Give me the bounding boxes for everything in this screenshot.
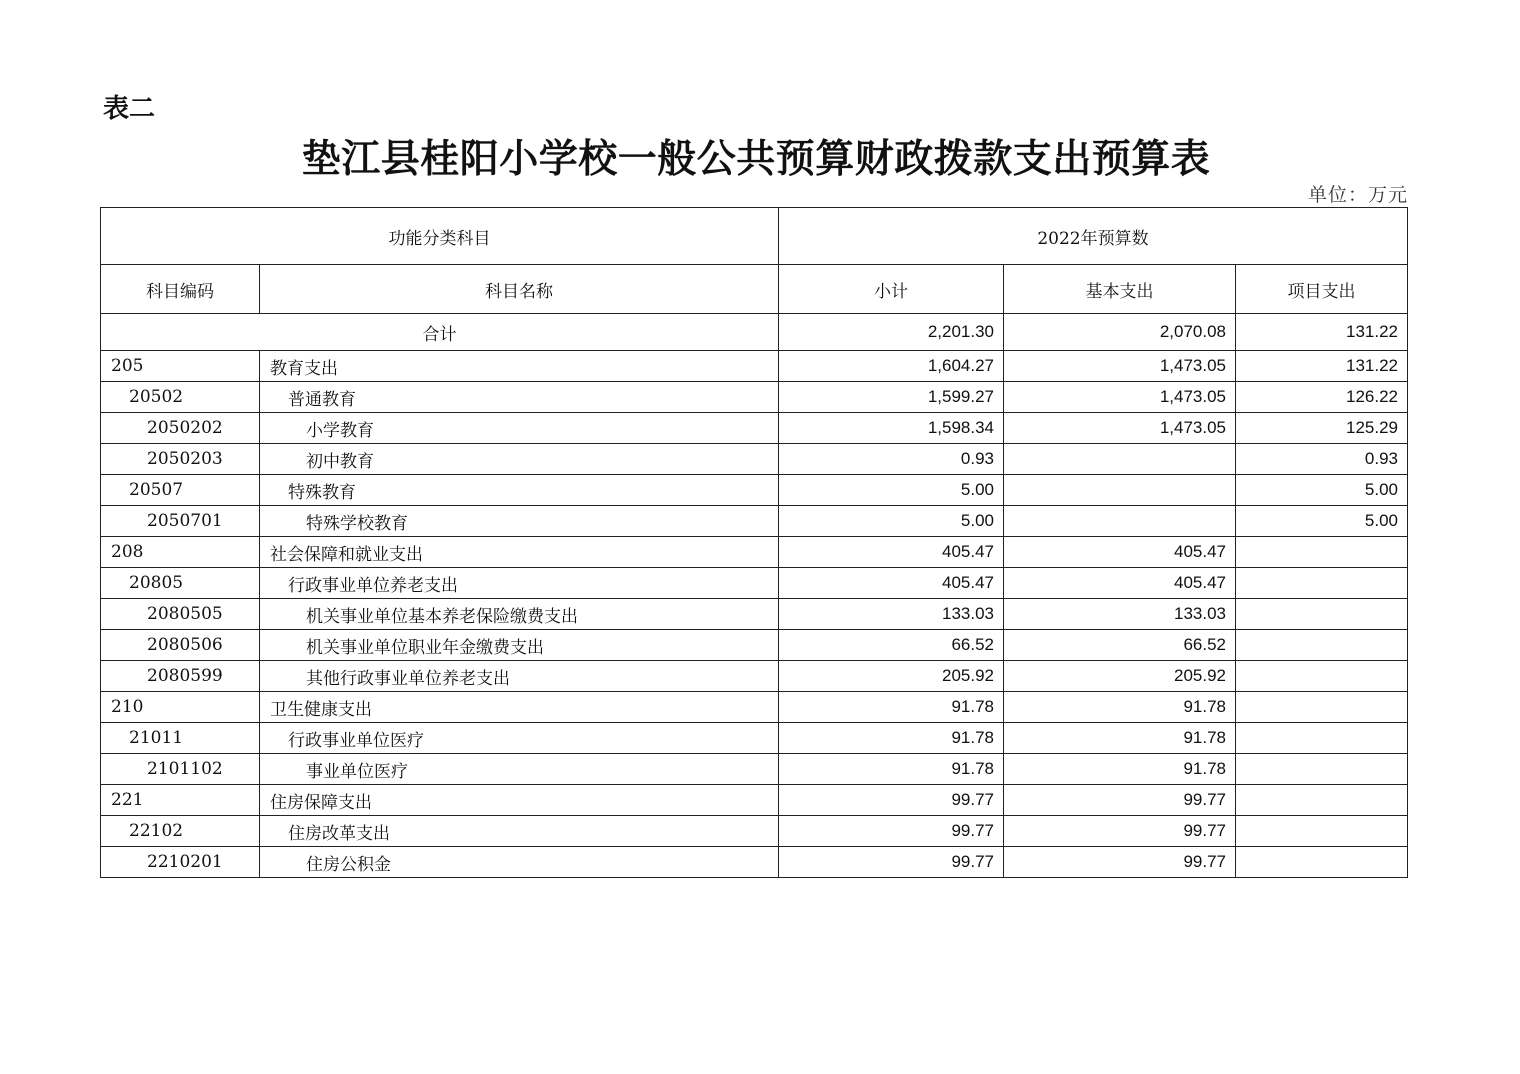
cell-code: 21011: [101, 723, 260, 754]
total-label: 合计: [101, 314, 779, 351]
unit-note: 单位：万元: [1307, 184, 1408, 206]
cell-project: [1236, 692, 1408, 723]
cell-subtotal: 91.78: [779, 723, 1004, 754]
cell-project: [1236, 661, 1408, 692]
table-row: [101, 754, 1408, 785]
cell-basic: [1004, 475, 1236, 506]
cell-basic: 205.92: [1004, 661, 1236, 692]
total-subtotal: 2,201.30: [779, 314, 1004, 351]
table-row: [101, 413, 1408, 444]
table-row: [101, 847, 1408, 878]
cell-subtotal: 66.52: [779, 630, 1004, 661]
cell-basic: 91.78: [1004, 754, 1236, 785]
cell-subtotal: 99.77: [779, 785, 1004, 816]
cell-basic: 99.77: [1004, 847, 1236, 878]
cell-subtotal: 405.47: [779, 568, 1004, 599]
cell-subtotal: 91.78: [779, 754, 1004, 785]
cell-code: 221: [101, 785, 260, 816]
col-header-project: 项目支出: [1236, 265, 1408, 314]
table-row: [101, 382, 1408, 413]
cell-name: 事业单位医疗: [260, 754, 779, 785]
cell-name: 行政事业单位医疗: [260, 723, 779, 754]
cell-code: 20805: [101, 568, 260, 599]
table-row: [101, 537, 1408, 568]
cell-code: 2050701: [101, 506, 260, 537]
cell-subtotal: 133.03: [779, 599, 1004, 630]
cell-project: 0.93: [1236, 444, 1408, 475]
group-header-row: [101, 208, 1408, 265]
cell-project: 126.22: [1236, 382, 1408, 413]
cell-project: [1236, 630, 1408, 661]
cell-name: 小学教育: [260, 413, 779, 444]
table-row: [101, 568, 1408, 599]
cell-basic: [1004, 506, 1236, 537]
cell-basic: 99.77: [1004, 816, 1236, 847]
table-row: [101, 599, 1408, 630]
table-label: 表二: [103, 94, 156, 124]
cell-subtotal: 205.92: [779, 661, 1004, 692]
cell-name: 住房保障支出: [260, 785, 779, 816]
total-project: 131.22: [1236, 314, 1408, 351]
col-header-basic: 基本支出: [1004, 265, 1236, 314]
cell-name: 机关事业单位职业年金缴费支出: [260, 630, 779, 661]
column-header-row: [101, 265, 1408, 314]
cell-name: 普通教育: [260, 382, 779, 413]
cell-code: 210: [101, 692, 260, 723]
cell-basic: 405.47: [1004, 537, 1236, 568]
cell-name: 行政事业单位养老支出: [260, 568, 779, 599]
cell-name: 特殊学校教育: [260, 506, 779, 537]
cell-name: 机关事业单位基本养老保险缴费支出: [260, 599, 779, 630]
cell-code: 2080506: [101, 630, 260, 661]
cell-basic: 1,473.05: [1004, 413, 1236, 444]
cell-project: [1236, 723, 1408, 754]
cell-project: [1236, 568, 1408, 599]
cell-code: 208: [101, 537, 260, 568]
cell-code: 20502: [101, 382, 260, 413]
cell-project: [1236, 537, 1408, 568]
cell-subtotal: 99.77: [779, 847, 1004, 878]
cell-code: 22102: [101, 816, 260, 847]
cell-subtotal: 1,598.34: [779, 413, 1004, 444]
function-category-header: 功能分类科目: [101, 208, 779, 265]
cell-code: 20507: [101, 475, 260, 506]
cell-project: [1236, 816, 1408, 847]
cell-basic: 133.03: [1004, 599, 1236, 630]
page-title: 垫江县桂阳小学校一般公共预算财政拨款支出预算表: [301, 136, 1211, 182]
cell-name: 特殊教育: [260, 475, 779, 506]
cell-project: [1236, 599, 1408, 630]
cell-name: 其他行政事业单位养老支出: [260, 661, 779, 692]
table-row: [101, 475, 1408, 506]
cell-subtotal: 0.93: [779, 444, 1004, 475]
cell-code: 2050203: [101, 444, 260, 475]
cell-project: [1236, 785, 1408, 816]
cell-basic: 405.47: [1004, 568, 1236, 599]
cell-name: 初中教育: [260, 444, 779, 475]
total-row: [101, 314, 1408, 351]
table-row: [101, 816, 1408, 847]
cell-project: 125.29: [1236, 413, 1408, 444]
col-header-name: 科目名称: [260, 265, 779, 314]
cell-code: 2080505: [101, 599, 260, 630]
budget-year-header: 2022年预算数: [779, 208, 1408, 265]
cell-project: [1236, 754, 1408, 785]
cell-basic: 91.78: [1004, 692, 1236, 723]
col-header-code: 科目编码: [101, 265, 260, 314]
total-basic: 2,070.08: [1004, 314, 1236, 351]
cell-subtotal: 5.00: [779, 475, 1004, 506]
cell-code: 2050202: [101, 413, 260, 444]
table-row: [101, 444, 1408, 475]
cell-project: 5.00: [1236, 475, 1408, 506]
cell-subtotal: 405.47: [779, 537, 1004, 568]
cell-subtotal: 5.00: [779, 506, 1004, 537]
cell-name: 卫生健康支出: [260, 692, 779, 723]
cell-project: 131.22: [1236, 351, 1408, 382]
cell-basic: 1,473.05: [1004, 351, 1236, 382]
cell-name: 社会保障和就业支出: [260, 537, 779, 568]
cell-basic: 91.78: [1004, 723, 1236, 754]
table-row: [101, 723, 1408, 754]
cell-basic: 99.77: [1004, 785, 1236, 816]
table-row: [101, 506, 1408, 537]
table-row: [101, 692, 1408, 723]
cell-subtotal: 1,604.27: [779, 351, 1004, 382]
cell-code: 2080599: [101, 661, 260, 692]
cell-project: [1236, 847, 1408, 878]
cell-subtotal: 91.78: [779, 692, 1004, 723]
cell-basic: 1,473.05: [1004, 382, 1236, 413]
table-row: [101, 630, 1408, 661]
cell-project: 5.00: [1236, 506, 1408, 537]
cell-basic: 66.52: [1004, 630, 1236, 661]
cell-subtotal: 1,599.27: [779, 382, 1004, 413]
cell-code: 2101102: [101, 754, 260, 785]
col-header-subtotal: 小计: [779, 265, 1004, 314]
table-row: [101, 661, 1408, 692]
table-row: [101, 351, 1408, 382]
cell-code: 2210201: [101, 847, 260, 878]
cell-name: 教育支出: [260, 351, 779, 382]
cell-basic: [1004, 444, 1236, 475]
cell-code: 205: [101, 351, 260, 382]
cell-name: 住房改革支出: [260, 816, 779, 847]
cell-subtotal: 99.77: [779, 816, 1004, 847]
budget-table: [100, 207, 1408, 878]
cell-name: 住房公积金: [260, 847, 779, 878]
table-row: [101, 785, 1408, 816]
